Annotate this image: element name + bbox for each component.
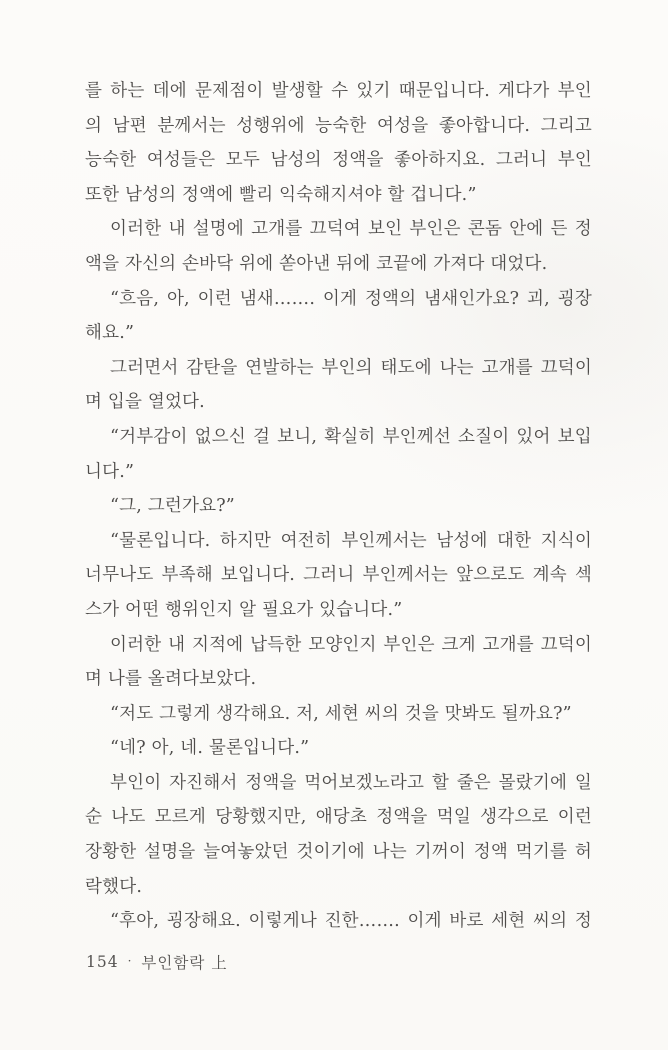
text-word: 일: [574, 772, 592, 793]
paragraph: [85, 212, 592, 281]
text-line: “저도 그렇게 생각해요. 저, 세현 씨의 것을 맛봐도 될까요?”: [110, 703, 572, 724]
text-word: 태도에: [380, 357, 432, 378]
text-word: 지식이: [540, 530, 592, 551]
text-word: 여성을: [377, 115, 429, 136]
text-word: 내: [168, 219, 186, 240]
text-word: 씨의: [533, 911, 568, 932]
text-word: 끄덕이: [540, 357, 592, 378]
book-title: 부인함락 上: [141, 954, 228, 972]
paragraph: [85, 489, 592, 524]
text-word: 정: [574, 219, 592, 240]
text-word: 정액의: [364, 288, 417, 309]
paragraph: [85, 697, 592, 732]
text-word: “흐음,: [110, 288, 160, 309]
text-word: 기꺼이: [414, 842, 466, 863]
text-word: 든: [550, 219, 568, 240]
text-line: [85, 109, 592, 144]
text-word: 없으신: [194, 426, 246, 447]
text-word: 능숙한: [315, 115, 367, 136]
text-line: 니다.”: [85, 461, 135, 482]
text-word: 부인께서는: [362, 565, 449, 586]
text-word: 이러한: [110, 219, 162, 240]
text-word: 정액: [473, 842, 508, 863]
paragraph: [85, 74, 592, 212]
text-word: 부인: [557, 81, 592, 101]
text-word: 좋아하지요.: [394, 150, 486, 171]
text-word: 먹기를: [515, 842, 568, 863]
text-word: 세현: [491, 911, 526, 932]
text-word: 보니,: [277, 426, 318, 447]
text-word: 있어: [516, 426, 551, 447]
text-word: 정액을: [376, 807, 428, 828]
text-line: [85, 74, 592, 109]
text-word: 부인은: [409, 219, 461, 240]
text-word: 의: [85, 115, 103, 136]
paragraph: [85, 731, 592, 766]
text-word: 그러니: [495, 150, 548, 171]
text-word: 굉장해요.: [166, 911, 241, 932]
text-word: 먹일: [436, 807, 471, 828]
text-word: 있기: [356, 81, 391, 101]
text-word: 부족해: [161, 565, 213, 586]
text-word: 여전히: [280, 530, 332, 551]
text-word: 보입: [557, 426, 592, 447]
paragraph: [85, 351, 592, 420]
paragraph: [85, 420, 592, 489]
footer-separator: ·: [127, 954, 133, 968]
text-word: 늘여놓았던: [203, 842, 289, 863]
text-line: [85, 558, 592, 593]
text-word: 이렇게나: [248, 911, 317, 932]
text-word: “물론입니다.: [110, 530, 211, 551]
text-word: 확실히: [324, 426, 376, 447]
page-footer: [86, 951, 228, 973]
text-line: 해요.”: [85, 323, 135, 344]
text-word: 고개를: [251, 219, 303, 240]
text-word: 하는: [110, 81, 145, 101]
text-word: 설명을: [144, 842, 196, 863]
text-word: 걸: [253, 426, 271, 447]
text-word: 진한…….: [324, 911, 400, 932]
paragraph: [85, 524, 592, 628]
text-word: 허: [574, 842, 592, 863]
text-word: 장황한: [85, 842, 137, 863]
text-word: 소질이: [458, 426, 510, 447]
text-word: 애당초: [315, 807, 368, 828]
text-word: 나는: [439, 357, 474, 378]
text-line: [85, 766, 592, 801]
text-line: [85, 904, 592, 939]
text-line: “네? 아, 네. 물론입니다.”: [110, 738, 310, 759]
text-word: 끄덕이: [540, 634, 592, 655]
text-word: 설명에: [192, 219, 245, 240]
text-word: 남성의: [270, 150, 322, 171]
text-word: 섹: [574, 565, 592, 586]
text-word: 정: [574, 911, 592, 932]
text-word: 고개를: [481, 357, 533, 378]
text-word: 발생할: [271, 81, 323, 101]
text-word: 분께서는: [157, 115, 226, 136]
text-word: 때문입니다.: [398, 81, 491, 101]
text-word: 를: [85, 81, 103, 101]
text-word: 이런: [557, 807, 592, 828]
text-word: 그러니: [303, 565, 355, 586]
text-line: 며 입을 열었다.: [85, 392, 205, 413]
text-word: 나는: [372, 842, 407, 863]
text-word: 생각으로: [480, 807, 549, 828]
text-word: 고개를: [482, 634, 534, 655]
text-line: [85, 282, 592, 317]
text-word: 부인: [557, 150, 592, 171]
text-word: 납득한: [250, 634, 302, 655]
text-line: [85, 420, 592, 455]
text-word: 내: [168, 634, 186, 655]
text-word: 나도: [111, 807, 146, 828]
text-word: 이런: [197, 288, 232, 309]
text-word: 순: [85, 807, 103, 828]
paragraph: [85, 766, 592, 904]
text-word: 끄덕여: [309, 219, 361, 240]
text-line: 또한 남성의 정액에 빨리 익숙해지셔야 할 겁니다.”: [85, 184, 477, 205]
text-line: 스가 어떤 행위인지 알 필요가 있습니다.”: [85, 599, 403, 620]
text-word: 능숙한: [85, 150, 137, 171]
text-word: 성행위에: [236, 115, 305, 136]
text-word: 부인이: [110, 772, 162, 793]
text-word: 먹어보겠노라고: [304, 772, 425, 793]
text-word: 감탄을: [186, 357, 238, 378]
page-number: 154: [86, 953, 119, 971]
text-word: 남성에: [436, 530, 488, 551]
text-word: 부인은: [383, 634, 435, 655]
text-line: 락했다.: [85, 876, 143, 897]
text-word: 냄새인가요?: [424, 288, 520, 309]
text-word: 게다가: [498, 81, 550, 101]
text-word: 보인: [368, 219, 403, 240]
text-word: 앞으로도: [456, 565, 525, 586]
text-line: “그, 그런가요?”: [110, 496, 235, 517]
text-line: [85, 524, 592, 559]
paragraph: [85, 282, 592, 351]
text-word: 좋아합니다.: [438, 115, 531, 136]
text-word: 이러한: [110, 634, 162, 655]
text-word: 너무나도: [85, 565, 154, 586]
text-word: 안에: [509, 219, 544, 240]
text-line: 액을 자신의 손바닥 위에 쏟아낸 뒤에 코끝에 가져다 대었다.: [85, 253, 548, 274]
text-word: 데에: [152, 81, 187, 101]
text-word: 정액을: [245, 772, 297, 793]
text-word: 부인께서는: [341, 530, 427, 551]
text-line: [85, 835, 592, 870]
text-line: [85, 628, 592, 663]
text-word: 이게: [322, 288, 358, 309]
text-word: 지적에: [192, 634, 244, 655]
text-word: 그리고: [540, 115, 592, 136]
text-word: 냄새…….: [239, 288, 316, 309]
text-word: 부인께선: [382, 426, 451, 447]
text-word: 바로: [449, 911, 484, 932]
text-word: 모두: [225, 150, 260, 171]
text-word: 몰랐기에: [498, 772, 568, 793]
text-word: 모양인지: [308, 634, 377, 655]
text-word: 모르게: [154, 807, 207, 828]
text-word: 연발하는: [245, 357, 314, 378]
text-word: 수: [331, 81, 349, 101]
text-word: 할: [431, 772, 449, 793]
text-word: 아,: [166, 288, 190, 309]
text-word: “후아,: [110, 911, 160, 932]
text-line: [85, 143, 592, 178]
text-word: 대한: [496, 530, 532, 551]
text-word: 그러면서: [110, 357, 179, 378]
text-word: 줄은: [456, 772, 491, 793]
paragraph: [85, 904, 592, 939]
text-word: 계속: [532, 565, 567, 586]
text-word: 문제점이: [195, 81, 264, 101]
text-word: 여성들은: [146, 150, 216, 171]
text-word: 괴,: [527, 288, 550, 309]
text-word: 부인의: [321, 357, 373, 378]
text-word: 것이기에: [296, 842, 365, 863]
text-line: [85, 212, 592, 247]
text-word: “거부감이: [110, 426, 188, 447]
text-word: 정액을: [332, 150, 384, 171]
text-word: 당황했지만,: [215, 807, 307, 828]
page-text: [85, 74, 592, 939]
text-line: 며 나를 올려다보았다.: [85, 669, 257, 690]
text-word: 이게: [407, 911, 442, 932]
text-word: 자진해서: [169, 772, 238, 793]
text-word: 콘돔: [467, 219, 503, 240]
text-word: 크게: [441, 634, 476, 655]
text-word: 굉장: [557, 288, 592, 309]
text-word: 남편: [112, 115, 147, 136]
text-line: [85, 800, 592, 835]
paragraph: [85, 628, 592, 697]
text-line: [85, 351, 592, 386]
text-word: 하지만: [219, 530, 272, 551]
text-word: 보입니다.: [220, 565, 296, 586]
